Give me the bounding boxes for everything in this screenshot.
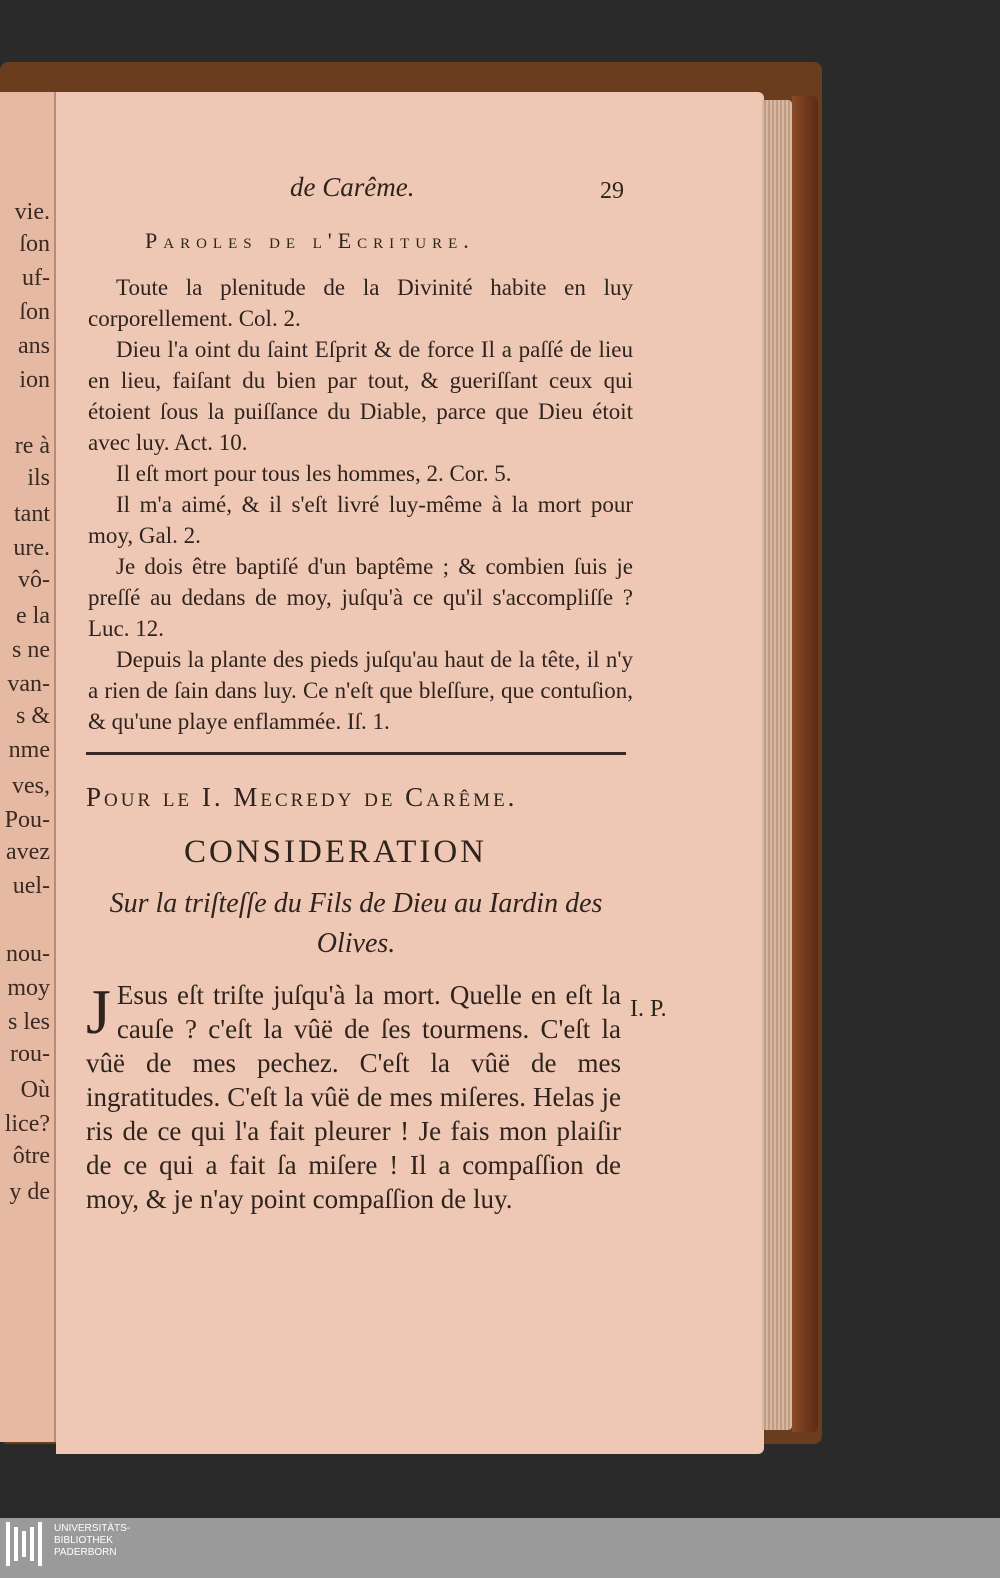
left-page-fragment: s les: [8, 1009, 50, 1035]
left-page-fragment: s &: [15, 703, 50, 729]
drop-cap: J: [86, 976, 111, 1047]
left-page-fragment: ans: [18, 333, 50, 359]
library-logo-icon: [6, 1522, 48, 1566]
left-page-fragment: s ne: [12, 637, 50, 663]
verse: Il eſt mort pour tous les hommes, 2. Cor. 5.: [116, 461, 512, 486]
left-page-fragment: ſon: [19, 231, 50, 257]
left-page-fragment: vie.: [14, 199, 50, 225]
footer-bar: [0, 1518, 1000, 1578]
left-page-fragment: uf-: [22, 265, 50, 291]
left-page-fragment: e la: [16, 603, 50, 629]
left-page-fragment: nme: [8, 737, 50, 763]
consideration-body: [86, 978, 621, 1216]
left-page-fragment: lice?: [4, 1111, 50, 1137]
consideration-title: CONSIDERATION: [184, 834, 487, 870]
body-text: Esus eſt triſte juſqu'à la mort. Quelle en eſt la cauſe ? c'eſt la vûë de ſes tourmens. C'eſt la vûë de mes pechez. C'eſt la vûë de mes ingratitudes. C'eſt la vûë de mes miſeres. Helas je ris de ce qui l'a fait pleurer ! Je fais mon plaiſir de ce qui a fait ſa miſere ! Il a compaſſion de moy, & je n'ay point compaſſion de luy.: [86, 980, 621, 1214]
left-page: [0, 92, 56, 1442]
page-edges: [762, 100, 792, 1430]
library-name: UNIVERSITÄTS- BIBLIOTHEK PADERBORN: [54, 1523, 131, 1558]
verse: Je dois être baptiſé d'un baptême ; & combien ſuis je preſſé au dedans de moy, juſqu'à ce qu'il s'accompliſſe ? Luc. 12.: [88, 554, 633, 641]
verse: Depuis la plante des pieds juſqu'au haut de la tête, il n'y a rien de ſain dans luy. Ce n'eſt que bleſſure, que contuſion, & qu'une playe enflammée. Iſ. 1.: [88, 647, 633, 734]
verse: Toute la plenitude de la Divinité habite en luy corporellement. Col. 2.: [88, 275, 633, 331]
marginal-note: I. P.: [630, 996, 667, 1022]
page-number: 29: [600, 178, 624, 204]
left-page-fragment: vô-: [18, 567, 50, 593]
left-page-fragment: ils: [27, 465, 50, 491]
left-page-fragment: van-: [7, 671, 50, 697]
left-page-fragment: ſon: [19, 299, 50, 325]
cover-edge: [792, 96, 818, 1432]
scripture-verses: [88, 272, 633, 737]
left-page-fragment: ion: [19, 367, 50, 393]
left-page-fragment: y de: [9, 1179, 50, 1205]
left-page-fragment: ves,: [12, 773, 50, 799]
verse: Il m'a aimé, & il s'eſt livré luy-même à la mort pour moy, Gal. 2.: [88, 492, 633, 548]
left-page-fragment: uel-: [12, 873, 50, 899]
running-head: de Carême.: [290, 172, 415, 202]
feast-heading: Pour le I. Mecredy de Carême.: [86, 782, 518, 812]
section-heading: Paroles de l'Ecriture.: [145, 228, 475, 253]
divider-rule: [86, 752, 626, 755]
left-page-fragment: avez: [6, 839, 50, 865]
consideration-subtitle: Sur la triſteſſe du Fils de Dieu au Iardin des Olives.: [109, 888, 603, 959]
left-page-fragment: re à: [14, 433, 50, 459]
left-page-fragment: Où: [20, 1077, 50, 1103]
left-page-fragment: ure.: [13, 535, 50, 561]
left-page-fragment: moy: [7, 975, 50, 1001]
left-page-fragment: tant: [14, 501, 50, 527]
left-page-fragment: ôtre: [12, 1143, 50, 1169]
left-page-fragment: Pou-: [4, 807, 50, 833]
verse: Dieu l'a oint du ſaint Eſprit & de force Il a paſſé de lieu en lieu, faiſant du bien par tout, & gueriſſant ceux qui étoient ſous la puiſſance du Diable, parce que Dieu étoit avec luy. Act. 10.: [88, 337, 633, 455]
left-page-fragment: rou-: [10, 1041, 50, 1067]
left-page-fragment: nou-: [6, 941, 50, 967]
